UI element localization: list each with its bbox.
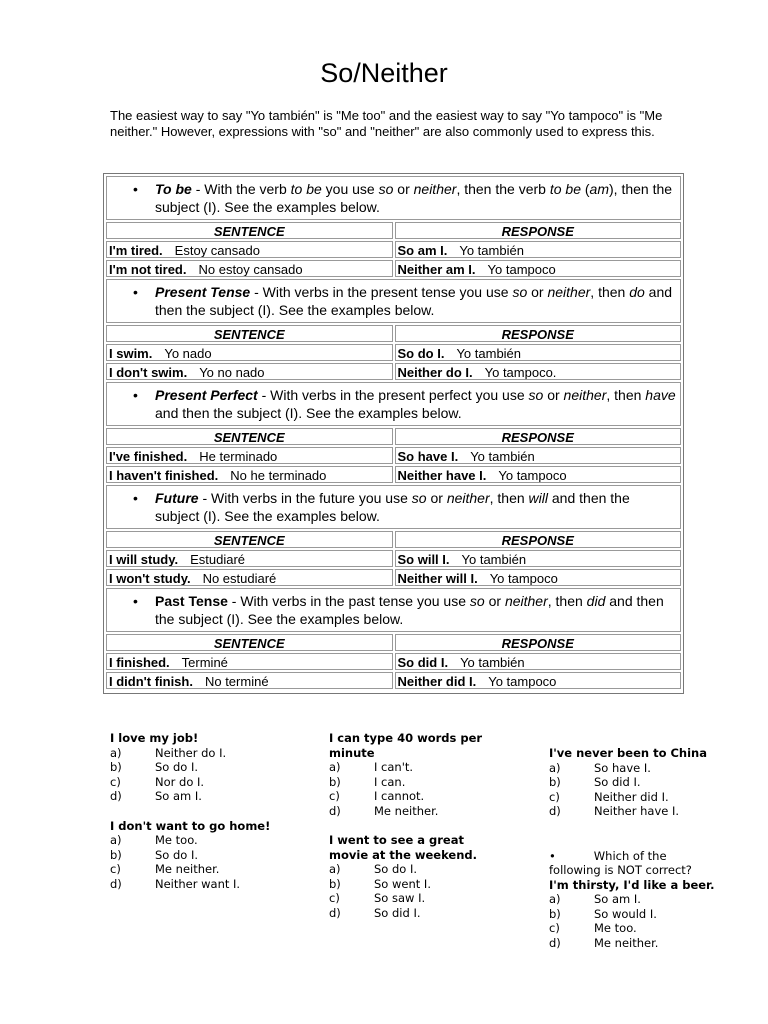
option-letter: d): [549, 804, 561, 818]
sentence-header: SENTENCE: [106, 222, 393, 239]
option-text: So would I.: [594, 906, 657, 921]
section-description: [106, 485, 681, 529]
response-cell: [395, 260, 682, 277]
spanish-response: Yo tampoco.: [484, 365, 557, 380]
bullet-icon: •: [549, 848, 556, 863]
intro-paragraph: The easiest way to say "Yo también" is "Me too" and the easiest way to say "Yo tampoco" is "Me neither." However, expressions with "so" and "neither" are also commonly used to express this.: [110, 108, 663, 139]
description-text: or: [543, 387, 564, 403]
option-text: So do I.: [155, 760, 199, 774]
question-text: I don't want to go home!: [110, 818, 271, 833]
answer-option[interactable]: [549, 790, 719, 805]
spanish-response: Yo también: [461, 552, 527, 567]
option-letter: a): [549, 892, 561, 906]
header-row: [106, 325, 681, 342]
option-text: Me too.: [594, 921, 637, 935]
description-text: neither: [547, 284, 591, 300]
english-sentence: I'm not tired.: [109, 262, 187, 277]
answer-option[interactable]: [329, 804, 504, 819]
response-cell: [395, 363, 682, 380]
question-text: I've never been to China: [549, 746, 707, 760]
description-text: - With verbs in the present tense you use: [250, 284, 513, 300]
response-cell: [395, 466, 682, 483]
english-response: So am I.: [397, 243, 448, 258]
option-text: Me neither.: [594, 935, 659, 950]
answer-option[interactable]: [110, 833, 300, 848]
option-letter: b): [110, 847, 122, 862]
sentence-cell: [106, 569, 393, 586]
description-text: so: [469, 593, 485, 609]
quiz-question: [110, 731, 300, 804]
header-row: [106, 222, 681, 239]
description-text: and then the subject (I). See the examples below.: [155, 593, 664, 627]
header-row: [106, 634, 681, 651]
sentence-cell: [106, 672, 393, 689]
spanish-sentence: No estudiaré: [202, 571, 277, 586]
english-sentence: I finished.: [109, 655, 170, 670]
option-letter: c): [329, 891, 340, 905]
spanish-response: Yo tampoco: [498, 468, 567, 483]
answer-option[interactable]: [549, 761, 719, 776]
question-instruction: [549, 849, 719, 878]
option-letter: c): [329, 789, 340, 803]
description-text: and then the subject (I). See the examples below.: [155, 490, 630, 524]
sentence-header: SENTENCE: [106, 531, 393, 548]
answer-option[interactable]: [549, 804, 719, 819]
answer-option[interactable]: [549, 892, 719, 907]
description-text: neither: [504, 593, 548, 609]
response-header: RESPONSE: [395, 222, 682, 239]
english-response: Neither do I.: [397, 365, 473, 380]
spanish-sentence: No he terminado: [230, 468, 327, 483]
answer-option[interactable]: [329, 877, 504, 892]
answer-option[interactable]: [110, 862, 300, 877]
example-row: [106, 363, 681, 380]
option-letter: d): [329, 803, 341, 818]
description-text: or: [393, 181, 414, 197]
header-row: [106, 531, 681, 548]
description-text: - With verbs in the past tense you use: [227, 593, 470, 609]
option-text: Me neither.: [155, 862, 220, 876]
spanish-sentence: Estudiaré: [190, 552, 246, 567]
option-text: So saw I.: [374, 891, 426, 905]
example-row: [106, 653, 681, 670]
sentence-cell: [106, 241, 393, 258]
description-text: did: [586, 593, 606, 609]
spanish-sentence: Terminé: [181, 655, 228, 670]
response-cell: [395, 653, 682, 670]
quiz-column-2: [329, 731, 504, 935]
example-row: [106, 672, 681, 689]
description-text: so: [378, 181, 394, 197]
option-text: So do I.: [155, 847, 199, 862]
option-text: So am I.: [594, 892, 641, 906]
english-sentence: I've finished.: [109, 449, 188, 464]
description-text: so: [512, 284, 528, 300]
english-sentence: I'm tired.: [109, 243, 163, 258]
spanish-sentence: He terminado: [199, 449, 278, 464]
answer-option[interactable]: [549, 775, 719, 790]
english-response: So have I.: [397, 449, 459, 464]
bullet-icon: •: [133, 387, 138, 403]
option-letter: c): [549, 921, 560, 935]
example-row: [106, 447, 681, 464]
option-text: So am I.: [155, 789, 202, 803]
option-text: Me too.: [155, 833, 198, 847]
example-row: [106, 241, 681, 258]
answer-option[interactable]: [549, 907, 719, 922]
sentence-header: SENTENCE: [106, 634, 393, 651]
description-text: , then: [547, 593, 587, 609]
description-text: neither: [413, 181, 457, 197]
description-text: and then the subject (I). See the examples below.: [155, 284, 673, 318]
bullet-icon: •: [133, 181, 138, 197]
description-text: you use: [321, 181, 379, 197]
answer-option[interactable]: [549, 921, 719, 936]
sentence-header: SENTENCE: [106, 325, 393, 342]
english-sentence: I won't study.: [109, 571, 191, 586]
answer-option[interactable]: [549, 936, 719, 951]
sentence-cell: [106, 550, 393, 567]
description-text: , then: [489, 490, 529, 506]
option-text: I can't.: [374, 760, 414, 774]
description-text: to be: [549, 181, 581, 197]
option-letter: a): [329, 862, 341, 876]
option-letter: d): [329, 905, 341, 920]
option-letter: d): [110, 876, 122, 891]
description-text: Future: [155, 490, 199, 506]
english-response: So do I.: [397, 346, 445, 361]
option-text: I can.: [374, 774, 406, 789]
section-description: [106, 382, 681, 426]
option-text: Me neither.: [374, 803, 439, 818]
sentence-cell: [106, 260, 393, 277]
spanish-response: Yo también: [456, 346, 522, 361]
option-text: So have I.: [594, 760, 651, 775]
option-text: So did I.: [374, 905, 421, 920]
response-header: RESPONSE: [395, 531, 682, 548]
section-description: [106, 279, 681, 323]
option-text: Neither have I.: [594, 804, 680, 818]
quiz-question: [549, 849, 719, 951]
header-row: [106, 428, 681, 445]
answer-option[interactable]: [110, 877, 300, 892]
description-text: Present Tense: [155, 284, 251, 300]
option-text: So do I.: [374, 862, 418, 876]
quiz-question: [110, 819, 300, 892]
response-cell: [395, 550, 682, 567]
option-letter: b): [110, 760, 122, 774]
option-letter: d): [549, 935, 561, 950]
response-header: RESPONSE: [395, 634, 682, 651]
english-response: Neither am I.: [397, 262, 476, 277]
sentence-header: SENTENCE: [106, 428, 393, 445]
example-row: [106, 466, 681, 483]
description-text: To be: [155, 181, 192, 197]
option-text: So went I.: [374, 876, 431, 891]
option-text: Neither did I.: [594, 789, 669, 804]
description-text: - With the verb: [191, 181, 291, 197]
option-letter: b): [329, 876, 341, 891]
description-text: have: [645, 387, 676, 403]
question-text: I went to see a great movie at the weekend.: [329, 833, 478, 862]
option-letter: a): [549, 760, 561, 775]
description-text: - With verbs in the future you use: [198, 490, 412, 506]
bullet-icon: •: [133, 284, 138, 300]
english-response: Neither will I.: [397, 571, 478, 586]
quiz-question: [549, 746, 719, 819]
answer-option[interactable]: [110, 789, 300, 804]
description-text: or: [527, 284, 548, 300]
response-header: RESPONSE: [395, 428, 682, 445]
spanish-sentence: No estoy cansado: [198, 262, 303, 277]
description-text: neither: [563, 387, 607, 403]
description-text: so: [411, 490, 427, 506]
section-description: [106, 588, 681, 632]
english-sentence: I didn't finish.: [109, 674, 193, 689]
spanish-sentence: Estoy cansado: [174, 243, 260, 258]
description-text: will: [528, 490, 548, 506]
spanish-response: Yo también: [459, 243, 524, 258]
english-response: Neither have I.: [397, 468, 487, 483]
option-text: Nor do I.: [155, 774, 205, 789]
section-description: [106, 176, 681, 220]
description-text: Past Tense: [155, 593, 228, 609]
description-text: and then the subject (I). See the examples below.: [155, 405, 462, 421]
description-text: or: [426, 490, 447, 506]
english-response: Neither did I.: [397, 674, 477, 689]
answer-option[interactable]: [110, 775, 300, 790]
spanish-response: Yo también: [460, 655, 525, 670]
english-response: So did I.: [397, 655, 449, 670]
option-letter: b): [549, 775, 561, 789]
answer-option[interactable]: [110, 848, 300, 863]
example-row: [106, 344, 681, 361]
question-text: I love my job!: [110, 731, 199, 745]
quiz-question: [329, 833, 504, 920]
description-text: or: [484, 593, 505, 609]
option-letter: a): [110, 833, 122, 847]
description-text: , then the verb: [456, 181, 550, 197]
response-cell: [395, 447, 682, 464]
english-sentence: I will study.: [109, 552, 179, 567]
option-letter: b): [549, 906, 561, 921]
grammar-table: [103, 173, 684, 694]
spanish-response: Yo tampoco: [489, 571, 558, 586]
sentence-cell: [106, 344, 393, 361]
answer-option[interactable]: [329, 891, 504, 906]
spanish-response: Yo tampoco: [487, 262, 556, 277]
spanish-sentence: Yo nado: [164, 346, 212, 361]
response-cell: [395, 569, 682, 586]
description-text: , then: [606, 387, 646, 403]
english-sentence: I haven't finished.: [109, 468, 219, 483]
description-text: , then: [590, 284, 630, 300]
spanish-response: Yo también: [470, 449, 535, 464]
description-text: Present Perfect: [155, 387, 258, 403]
example-row: [106, 550, 681, 567]
instruction-text: Which of the following is NOT correct?: [549, 848, 692, 877]
bullet-icon: •: [133, 593, 138, 609]
description-text: to be: [290, 181, 322, 197]
answer-option[interactable]: [329, 862, 504, 877]
quiz-column-3: [549, 746, 719, 965]
english-sentence: I don't swim.: [109, 365, 188, 380]
option-letter: c): [110, 774, 121, 789]
bullet-icon: •: [133, 490, 138, 506]
option-text: I cannot.: [374, 789, 425, 803]
spanish-response: Yo tampoco: [488, 674, 557, 689]
answer-option[interactable]: [329, 775, 504, 790]
quiz-question: [329, 731, 504, 818]
option-letter: b): [329, 774, 341, 789]
description-text: am: [589, 181, 609, 197]
description-text: ), then the subject (I). See the examples below.: [155, 181, 673, 215]
answer-option[interactable]: [110, 760, 300, 775]
option-letter: a): [110, 745, 122, 760]
response-cell: [395, 344, 682, 361]
option-letter: d): [110, 789, 122, 803]
description-text: (: [580, 181, 590, 197]
response-cell: [395, 672, 682, 689]
answer-option[interactable]: [329, 906, 504, 921]
option-text: So did I.: [594, 775, 641, 789]
question-text: I'm thirsty, I'd like a beer.: [549, 877, 715, 892]
example-row: [106, 569, 681, 586]
question-text: I can type 40 words per minute: [329, 731, 483, 760]
quiz-column-1: [110, 731, 300, 906]
sentence-cell: [106, 447, 393, 464]
answer-option[interactable]: [329, 789, 504, 804]
english-sentence: I swim.: [109, 346, 153, 361]
sentence-cell: [106, 363, 393, 380]
option-letter: c): [549, 789, 560, 804]
description-text: so: [528, 387, 544, 403]
example-row: [106, 260, 681, 277]
option-letter: a): [329, 760, 341, 774]
spanish-sentence: No terminé: [204, 674, 269, 689]
spanish-sentence: Yo no nado: [199, 365, 265, 380]
description-text: neither: [446, 490, 490, 506]
option-letter: c): [110, 862, 121, 876]
description-text: - With verbs in the present perfect you use: [257, 387, 529, 403]
sentence-cell: [106, 653, 393, 670]
page-title: So/Neither: [320, 58, 448, 88]
description-text: do: [629, 284, 645, 300]
sentence-cell: [106, 466, 393, 483]
option-text: Neither want I.: [155, 876, 241, 891]
answer-option[interactable]: [110, 746, 300, 761]
english-response: So will I.: [397, 552, 450, 567]
response-header: RESPONSE: [395, 325, 682, 342]
answer-option[interactable]: [329, 760, 504, 775]
response-cell: [395, 241, 682, 258]
option-text: Neither do I.: [155, 745, 227, 760]
